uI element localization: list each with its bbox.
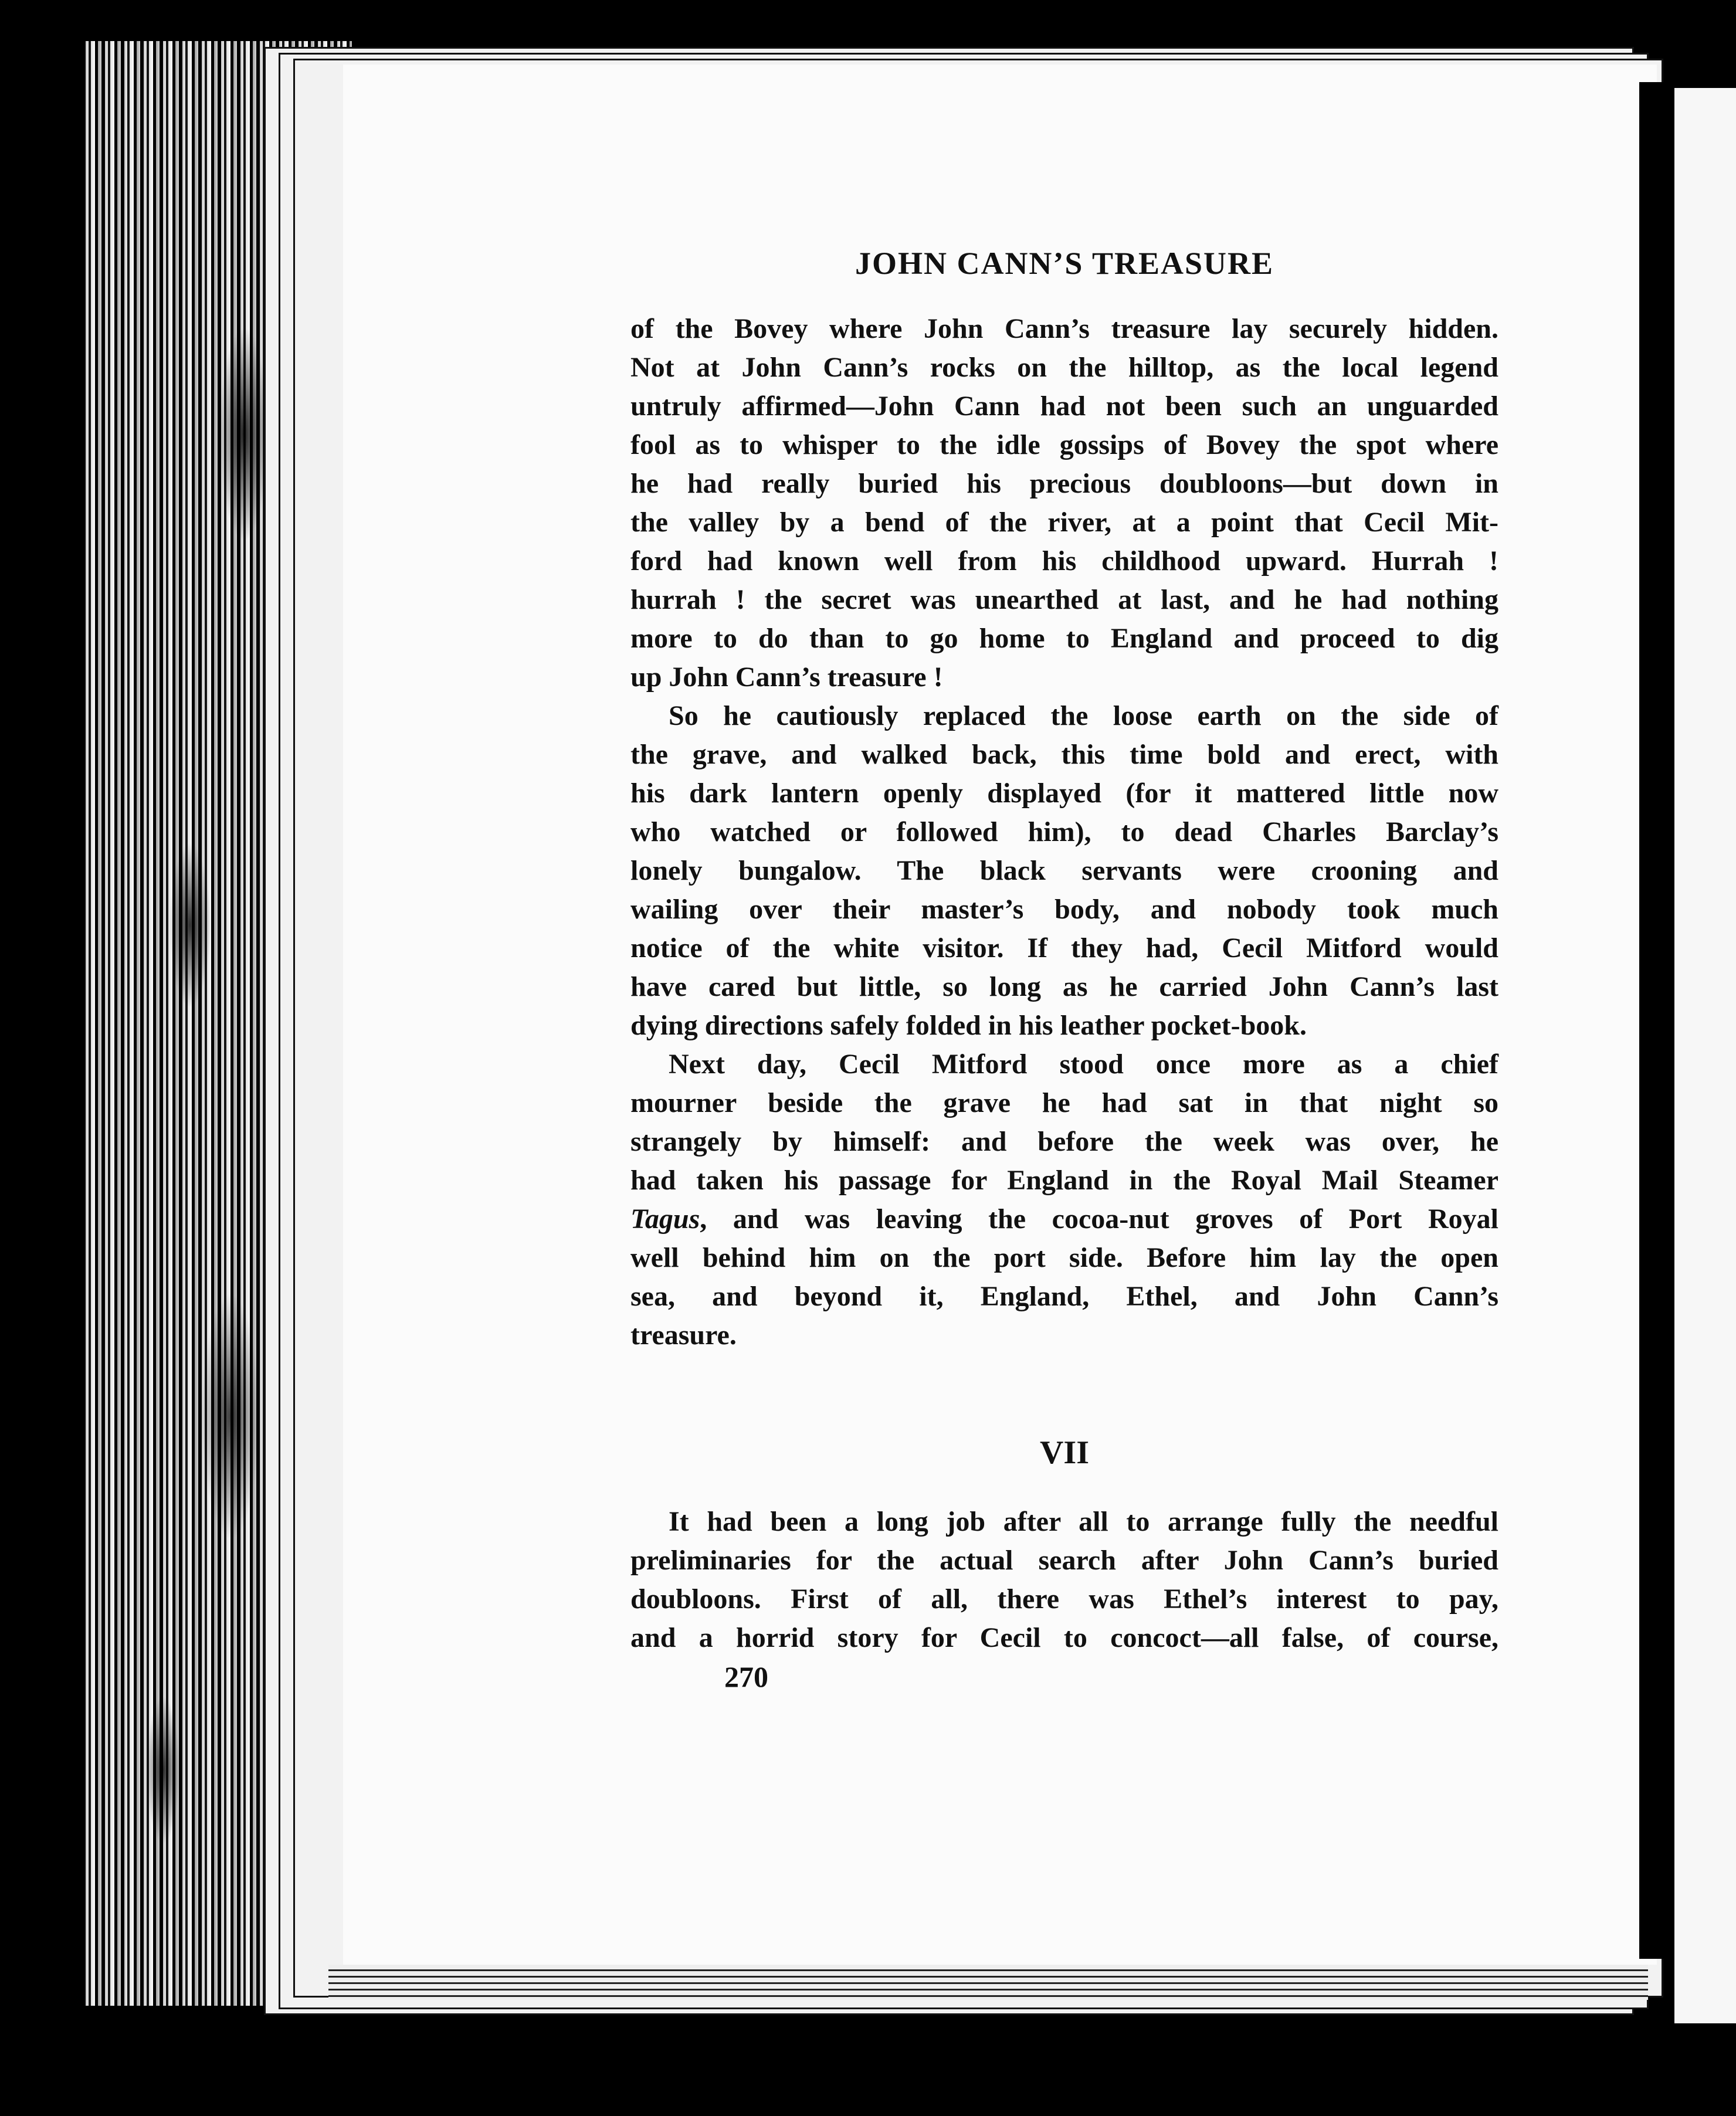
text-line: Not at John Cann’s rocks on the hilltop, as the local legend [630, 352, 1498, 383]
text-line: he had really buried his precious doubloons—but down in [630, 468, 1498, 499]
ship-name: Tagus [630, 1203, 700, 1235]
gutter-shadow [1639, 82, 1674, 1959]
text-line: who watched or followed him), to dead Charles Barclay’s [630, 816, 1498, 847]
text-line: untruly affirmed—John Cann had not been such an unguarded [630, 391, 1498, 422]
text-line: had taken his passage for England in the Royal Mail Steamer [630, 1165, 1498, 1196]
text-line: Next day, Cecil Mitford stood once more as a chief [669, 1049, 1498, 1080]
text-line: up John Cann’s treasure ! [630, 662, 943, 693]
text-line: and a horrid story for Cecil to concoct—all false, of course, [630, 1622, 1498, 1653]
text-line: It had been a long job after all to arrange fully the needful [669, 1506, 1498, 1537]
text-line: the valley by a bend of the river, at a point that Cecil Mit- [630, 507, 1498, 538]
running-head: JOHN CANN’S TREASURE [855, 246, 1274, 281]
text-line: of the Bovey where John Cann’s treasure lay securely hidden. [630, 313, 1498, 344]
text-line: mourner beside the grave he had sat in that night so [630, 1087, 1498, 1118]
text-line: Tagus, and was leaving the cocoa-nut groves of Port Royal [630, 1203, 1498, 1235]
text-line: treasure. [630, 1320, 737, 1351]
page-bottom-edges [328, 1965, 1648, 2000]
text-line: have cared but little, so long as he carried John Cann’s last [630, 971, 1498, 1002]
text-line: hurrah ! the secret was unearthed at last, and he had nothing [630, 584, 1498, 615]
text-line: preliminaries for the actual search after John Cann’s buried [630, 1545, 1498, 1576]
text-line: fool as to whisper to the idle gossips of Bovey the spot where [630, 429, 1498, 460]
text-line: doubloons. First of all, there was Ethel’s interest to pay, [630, 1583, 1498, 1615]
text-line: ford had known well from his childhood upward. Hurrah ! [630, 545, 1498, 577]
text-line: notice of the white visitor. If they had, Cecil Mitford would [630, 932, 1498, 964]
text-line: the grave, and walked back, this time bold and erect, with [630, 739, 1498, 770]
text-line: his dark lantern openly displayed (for it mattered little now [630, 778, 1498, 809]
text-line: well behind him on the port side. Before him lay the open [630, 1242, 1498, 1273]
page-number: 270 [724, 1660, 768, 1693]
chapter-heading: VII [1039, 1435, 1090, 1471]
facing-page-edge [1674, 88, 1736, 2023]
text-line: more to do than to go home to England and proceed to dig [630, 623, 1498, 654]
text-line: strangely by himself: and before the week was over, he [630, 1126, 1498, 1157]
text-line: dying directions safely folded in his leather pocket-book. [630, 1010, 1307, 1041]
text-line: lonely bungalow. The black servants were crooning and [630, 855, 1498, 886]
text-line: sea, and beyond it, England, Ethel, and John Cann’s [630, 1281, 1498, 1312]
text-line: wailing over their master’s body, and nobody took much [630, 894, 1498, 925]
text-line: So he cautiously replaced the loose earth on the side of [669, 700, 1498, 731]
